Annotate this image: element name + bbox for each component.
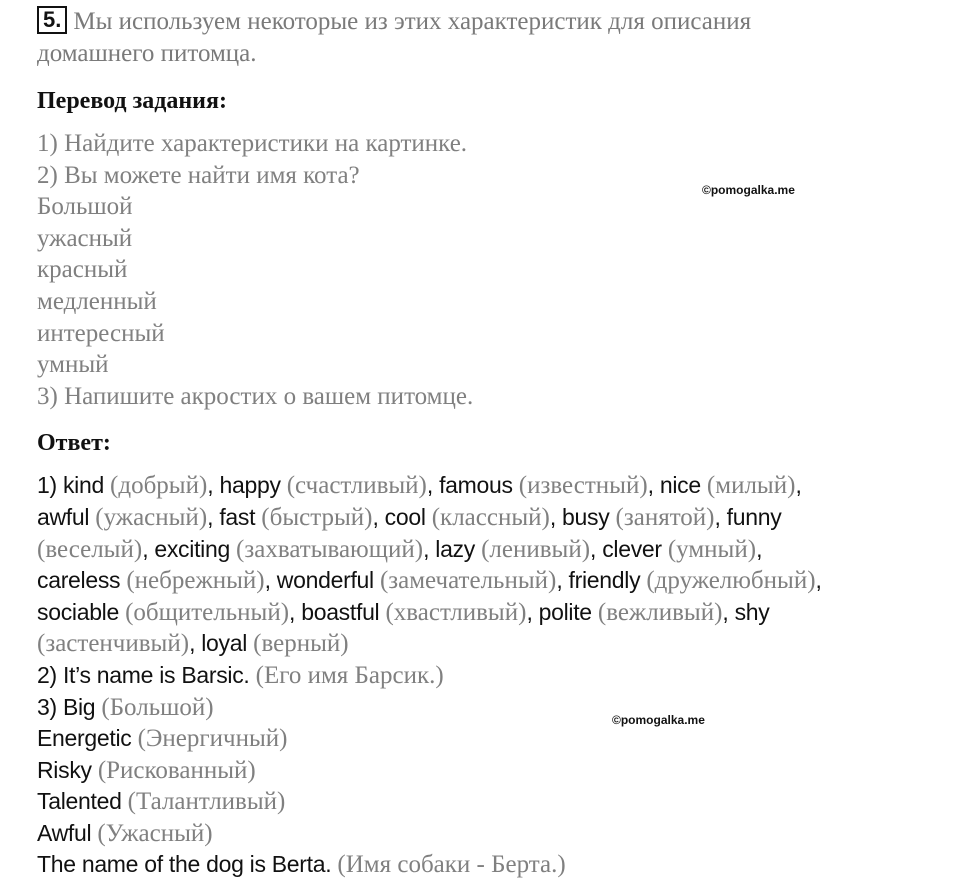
english-text: , exciting <box>142 535 237 562</box>
task-number: 5. <box>37 6 67 34</box>
answer-line <box>37 692 942 724</box>
russian-translation: (небрежный) <box>126 567 265 595</box>
answer-line <box>37 660 942 692</box>
english-text: , cool <box>372 503 432 530</box>
english-text: , funny <box>714 503 782 530</box>
english-text: , happy <box>207 472 287 499</box>
answer-line <box>37 470 942 502</box>
english-text: sociable <box>37 598 126 625</box>
russian-translation: (Талантливый) <box>127 788 286 816</box>
translation-lines <box>37 128 942 412</box>
task-text-line-1: Мы используем некоторые из этих характеристик для описания <box>73 8 752 35</box>
russian-translation: (добрый) <box>110 472 208 500</box>
answer-line <box>37 818 942 850</box>
watermark-top: ©pomogalka.me <box>702 183 795 197</box>
english-text: 3) Big <box>37 693 102 720</box>
answer-line <box>37 534 942 566</box>
translation-line: 1) Найдите характеристики на картинке. <box>37 130 468 157</box>
russian-translation: (Имя собаки - Берта.) <box>337 851 566 879</box>
answer-heading: Ответ: <box>37 430 111 457</box>
russian-translation: (Ужасный) <box>97 819 213 847</box>
english-text: Talented <box>37 788 128 815</box>
russian-translation: (милый) <box>706 472 796 500</box>
russian-translation: (общительный) <box>125 598 290 626</box>
english-text: Awful <box>37 819 98 846</box>
page <box>37 6 942 881</box>
translation-line: интересный <box>37 319 165 347</box>
russian-translation: (Его имя Барсик.) <box>255 661 444 689</box>
answer-line <box>37 597 942 629</box>
russian-translation: (быстрый) <box>261 503 373 531</box>
english-text: Energetic <box>37 725 138 752</box>
russian-translation: (занятой) <box>615 503 715 531</box>
english-text: , shy <box>722 598 770 625</box>
answer-body <box>37 470 942 881</box>
english-text: The name of the dog is Berta. <box>37 851 338 878</box>
english-text: careless <box>37 567 127 594</box>
watermark-bottom: ©pomogalka.me <box>612 713 705 727</box>
task-statement <box>37 6 942 38</box>
russian-translation: (ужасный) <box>95 503 208 531</box>
english-text: , fast <box>207 503 262 530</box>
answer-line <box>37 755 942 787</box>
translation-line: Большой <box>37 193 133 221</box>
russian-translation: (Энергичный) <box>137 725 288 753</box>
russian-translation: (застенчивый) <box>37 630 190 658</box>
english-text: , clever <box>590 535 668 562</box>
translation-line: 2) Вы можете найти имя кота? <box>37 161 360 189</box>
russian-translation: (замечательный) <box>379 567 557 595</box>
russian-translation: (вежливый) <box>597 598 723 626</box>
english-text: awful <box>37 503 96 530</box>
english-text: , boastful <box>289 598 386 625</box>
russian-translation: (Рискованный) <box>97 756 256 784</box>
answer-line <box>37 786 942 818</box>
english-text: , polite <box>526 598 598 625</box>
answer-line <box>37 628 942 660</box>
english-text: , <box>756 535 763 562</box>
translation-line: медленный <box>37 287 157 315</box>
english-text: , busy <box>549 503 616 530</box>
english-text: 1) kind <box>37 472 111 499</box>
russian-translation: (верный) <box>253 630 349 658</box>
answer-line <box>37 723 942 755</box>
translation-line: красный <box>37 256 128 284</box>
russian-translation: (Большой) <box>101 693 214 721</box>
russian-translation: (умный) <box>667 535 757 563</box>
answer-line <box>37 849 942 881</box>
english-text: , loyal <box>189 630 254 657</box>
russian-translation: (дружелюбный) <box>646 567 816 595</box>
english-text: , lazy <box>423 535 482 562</box>
russian-translation: (хвастливый) <box>385 598 527 626</box>
russian-translation: (известный) <box>518 472 648 500</box>
english-text: , <box>815 567 822 594</box>
translation-heading: Перевод задания: <box>37 88 227 114</box>
translation-line: 3) Напишите акростих о вашем питомце. <box>37 382 474 410</box>
english-text: , wonderful <box>264 567 380 594</box>
english-text: , <box>795 472 802 499</box>
russian-translation: (классный) <box>431 503 550 531</box>
english-text: , famous <box>426 472 519 499</box>
translation-line: умный <box>37 351 109 379</box>
answer-line <box>37 502 942 534</box>
russian-translation: (счастливый) <box>286 472 427 500</box>
english-text: Risky <box>37 756 98 783</box>
english-text: , nice <box>647 472 707 499</box>
english-text: 2) It’s name is Barsic. <box>37 661 256 688</box>
answer-line <box>37 565 942 597</box>
russian-translation: (захватывающий) <box>236 535 424 563</box>
translation-line: ужасный <box>37 224 133 252</box>
russian-translation: (ленивый) <box>481 535 591 563</box>
russian-translation: (веселый) <box>37 535 143 563</box>
english-text: , friendly <box>556 567 647 594</box>
task-text-line-2: домашнего питомца. <box>37 40 257 67</box>
